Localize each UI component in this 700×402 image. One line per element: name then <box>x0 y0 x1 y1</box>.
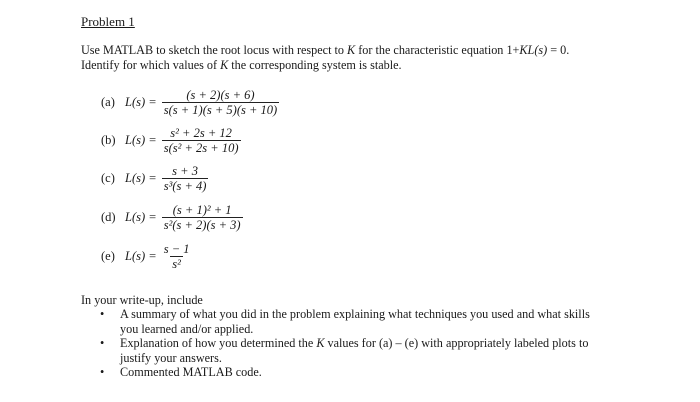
equation-label: (d) <box>101 210 116 224</box>
numerator: s − 1 <box>163 242 190 256</box>
equation-lhs <box>125 249 157 264</box>
equation-lhs <box>125 95 157 110</box>
numerator: (s + 1)² + 1 <box>172 203 232 217</box>
func-arg: (s) = <box>131 210 157 224</box>
equation-label: (c) <box>101 171 115 185</box>
equation-d <box>101 203 243 232</box>
var-k: K <box>220 58 229 72</box>
statement-line-1 <box>81 43 641 58</box>
denominator: s(s² + 2s + 10) <box>163 141 239 155</box>
func-arg: (s) = <box>131 171 157 185</box>
fraction <box>162 203 243 232</box>
text: the corresponding system is stable. <box>228 58 402 72</box>
func-name: L <box>125 95 132 109</box>
func-arg: (s) = <box>131 249 157 263</box>
equation-a <box>101 88 279 117</box>
text: Identify for which values of <box>81 58 221 72</box>
func-name: L <box>125 249 132 263</box>
func-name: L <box>125 171 132 185</box>
equation-label: (b) <box>101 133 116 147</box>
bullet-icon: • <box>100 307 105 321</box>
bullet-icon: • <box>100 365 105 379</box>
func-arg: (s) = <box>131 133 157 147</box>
writeup-list <box>100 307 600 380</box>
numerator: (s + 2)(s + 6) <box>186 88 255 102</box>
equation-lhs <box>125 133 157 148</box>
equation-label: (a) <box>101 95 115 109</box>
equation-label: (e) <box>101 249 115 263</box>
list-item-text: Explanation of how you determined the <box>120 336 317 350</box>
list-item <box>100 365 600 380</box>
bullet-icon: • <box>100 336 105 350</box>
equation-b <box>101 126 241 155</box>
fraction <box>162 126 241 155</box>
denominator: s² <box>172 257 181 271</box>
list-item <box>100 307 600 336</box>
equation-lhs <box>125 171 157 186</box>
var-kl: KL <box>519 43 535 57</box>
var-s: (s) <box>534 43 548 57</box>
equation-c <box>101 164 208 193</box>
writeup-heading: In your write-up, include <box>81 293 203 307</box>
text: = 0. <box>547 43 570 57</box>
problem-statement <box>81 43 641 73</box>
list-item-text: values for (a) – (e) with appropriately labeled plots to justify your answers. <box>120 336 589 365</box>
fraction <box>162 88 280 117</box>
fraction <box>162 164 209 193</box>
list-item-text: A summary of what you did in the problem explaining what techniques you used and what skills you learned and/or applied. <box>120 307 590 336</box>
var-k: K <box>347 43 356 57</box>
equation-e <box>101 242 192 271</box>
func-name: L <box>125 210 132 224</box>
list-item <box>100 336 600 365</box>
problem-title: Problem 1 <box>81 14 135 29</box>
func-name: L <box>125 133 132 147</box>
numerator: s + 3 <box>172 164 198 178</box>
list-item-text: Commented MATLAB code. <box>120 365 262 379</box>
equation-lhs <box>125 210 157 225</box>
denominator: s(s + 1)(s + 5)(s + 10) <box>163 103 278 117</box>
text: Use MATLAB to sketch the root locus with respect to <box>81 43 348 57</box>
text: for the characteristic equation 1+ <box>355 43 520 57</box>
denominator: s²(s + 2)(s + 3) <box>163 218 241 232</box>
func-arg: (s) = <box>131 95 157 109</box>
statement-line-2 <box>81 58 641 73</box>
fraction <box>162 242 192 271</box>
denominator: s³(s + 4) <box>163 179 207 193</box>
numerator: s² + 2s + 12 <box>170 126 232 140</box>
var-k: K <box>316 336 325 350</box>
